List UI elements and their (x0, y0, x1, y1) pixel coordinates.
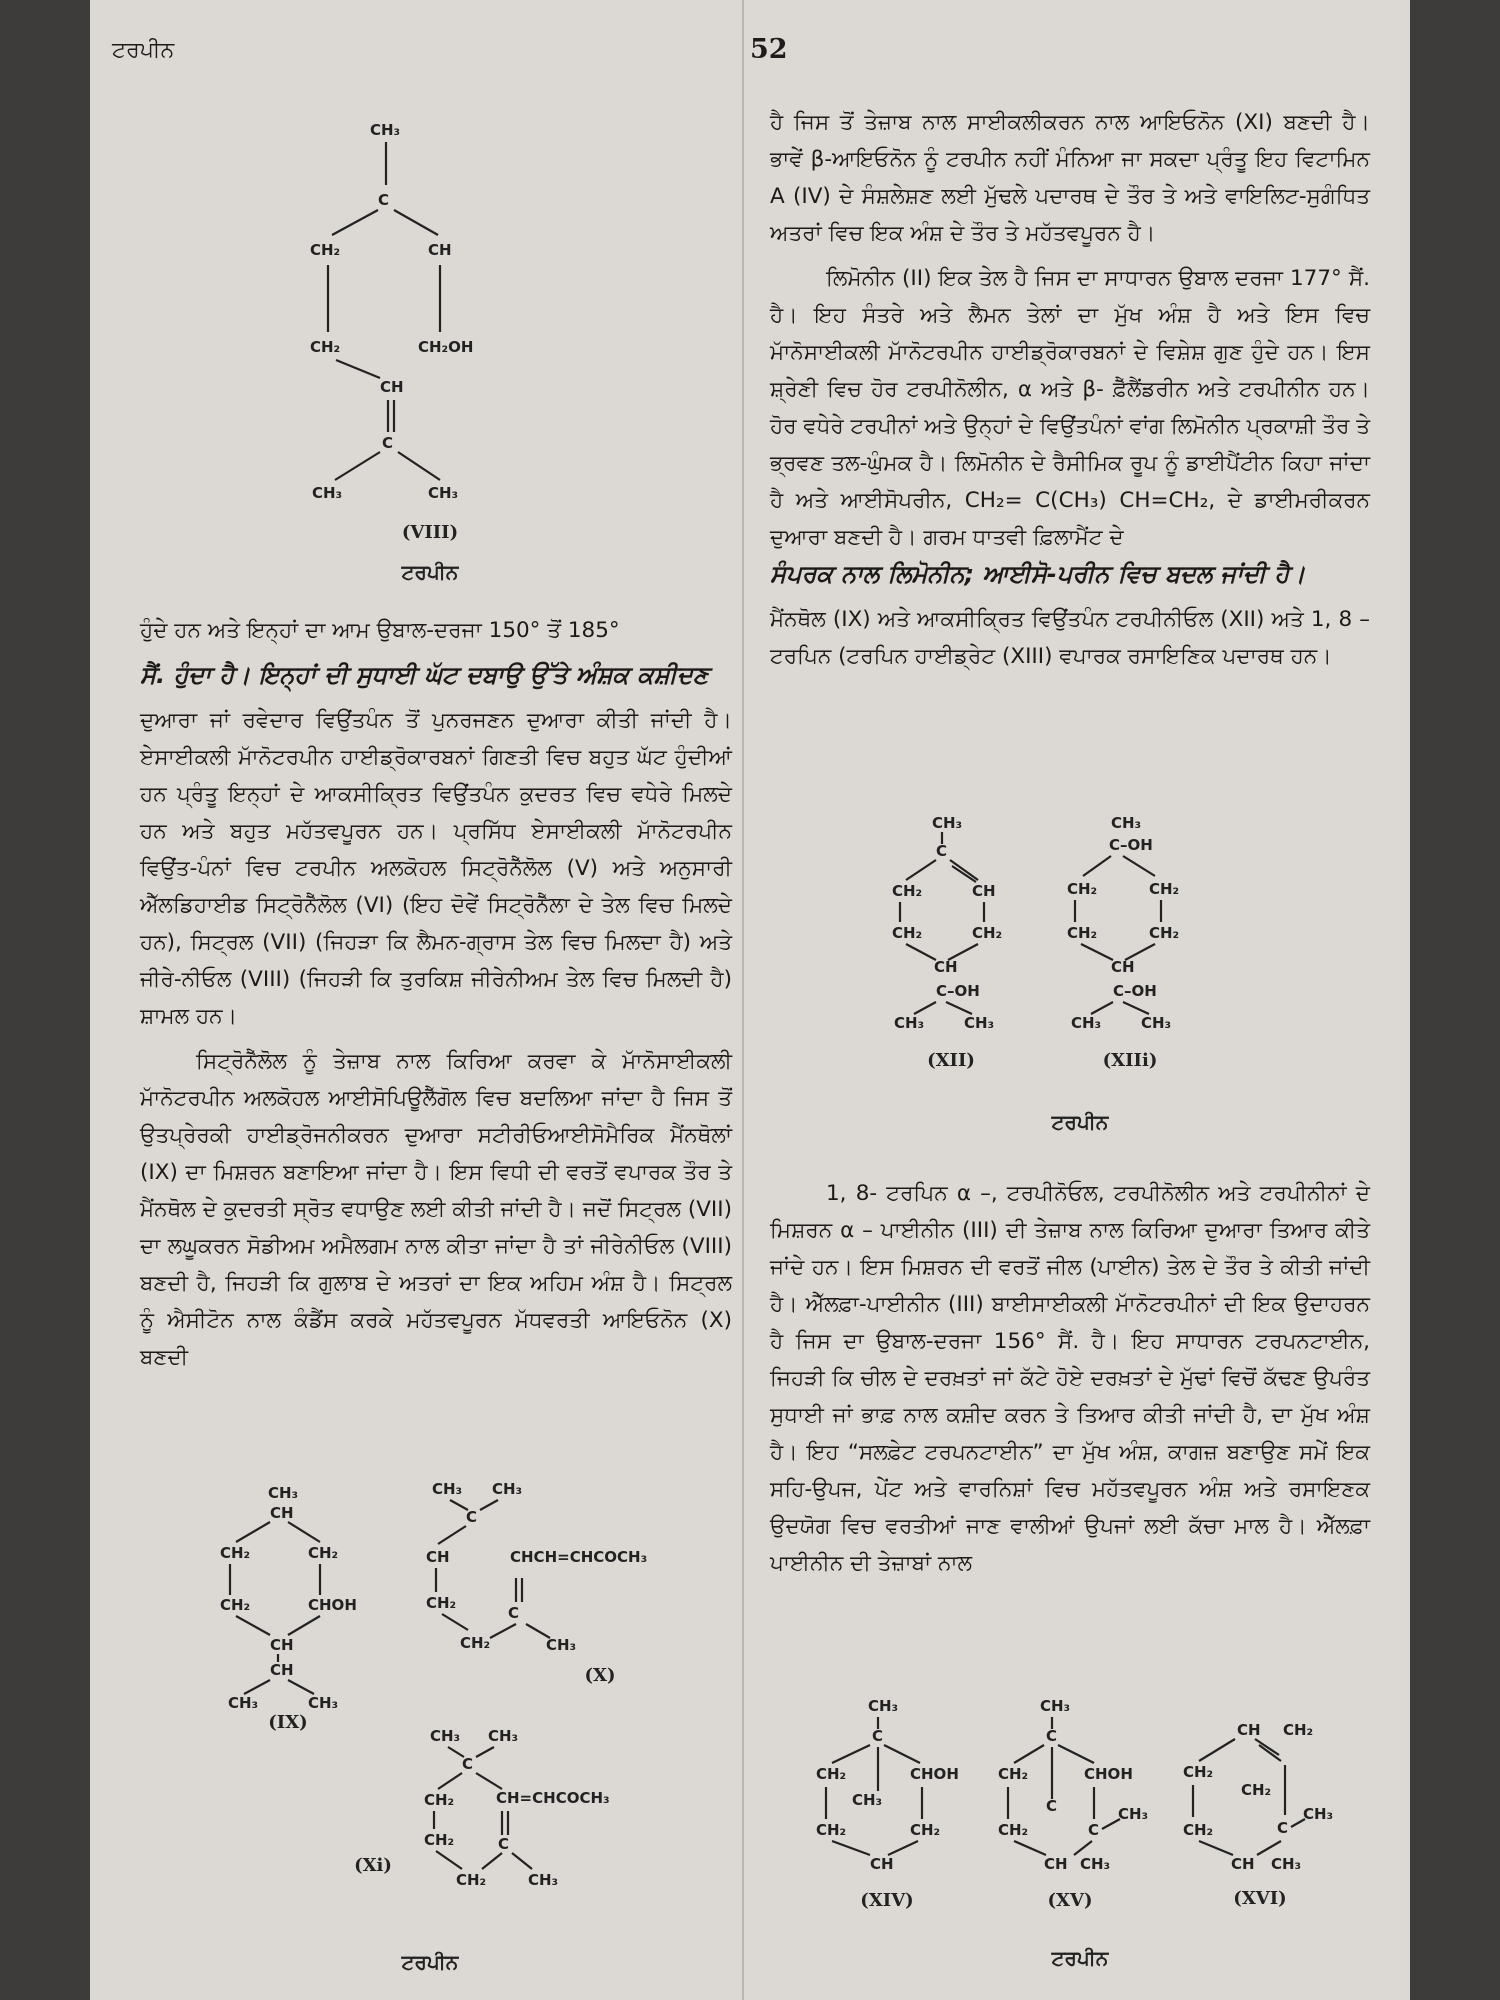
running-head: ਟਰਪੀਨ (112, 38, 175, 63)
atom-label: C (1046, 1727, 1058, 1745)
atom-label: CH (380, 378, 404, 396)
paragraph: ਦੁਆਰਾ ਜਾਂ ਰਵੇਦਾਰ ਵਿਉਂਤਪੰਨ ਤੋਂ ਪੁਨਰਜਣਨ ਦੁਆਰਾ ਕੀਤੀ ਜਾਂਦੀ ਹੈ। ਏਸਾਈਕਲੀ ਮਾੱਨੋਟਰਪੀਨ ਹਾਈਡ੍ਰੋਕਾਰਬਨਾਂ ਗਿਣਤੀ ਵਿਚ ਬਹੁਤ ਘੱਟ ਹੁੰਦੀਆਂ ਹਨ ਪ੍ਰੰਤੂ ਇਨ੍ਹਾਂ ਦੇ ਆਕਸੀਕ੍ਰਿਤ ਵਿਉਂਤਪੰਨ ਕੁਦਰਤ ਵਿਚ ਵਧੇਰੇ ਮਿਲਦੇ ਹਨ ਅਤੇ ਬਹੁਤ ਮਹੱਤਵਪੂਰਨ ਹਨ। ਪ੍ਰਸਿੱਧ ਏਸਾਈਕਲੀ ਮਾੱਨੋਟਰਪੀਨ ਵਿਉਂਤ-ਪੰਨਾਂ ਵਿਚ ਟਰਪੀਨ ਅਲਕੋਹਲ ਸਿਟ੍ਰੋਨੈੱਲੋਲ (V) ਅਤੇ ਅਨੁਸਾਰੀ ਐੱਲਡਿਹਾਈਡ ਸਿਟ੍ਰੋਨੈੱਲੋਲ (VI) (ਇਹ ਦੋਵੇਂ ਸਿਟ੍ਰੋਨੈੱਲਾ ਦੇ ਤੇਲ ਵਿਚ ਮਿਲਦੇ ਹਨ), ਸਿਟ੍ਰਲ (VII) (ਜਿਹੜਾ ਕਿ ਲੈਮਨ-ਗ੍ਰਾਸ ਤੇਲ ਵਿਚ ਮਿਲਦਾ ਹੈ) ਅਤੇ ਜੀਰੇ-ਨੀਓਲ (VIII) (ਜਿਹੜੀ ਕਿ ਤੁਰਕਿਸ਼ ਜੀਰੇਨੀਅਮ ਤੇਲ ਵਿਚ ਮਿਲਦੀ ਹੈ) ਸ਼ਾਮਲ ਹਨ। (140, 708, 732, 1029)
atom-label: CH₂ (424, 1791, 455, 1809)
atom-label: CH (270, 1636, 294, 1654)
atom-label: CH₂ (1183, 1763, 1214, 1781)
atom-label: CH₃ (1111, 814, 1142, 832)
atom-label: CH₂ (460, 1634, 491, 1652)
atom-label: CH₂ (816, 1765, 847, 1783)
atom-label: CH₂ (426, 1594, 457, 1612)
atom-label: CH₃ (308, 1694, 339, 1710)
structure-label-xvi: (XVI) (1233, 1888, 1287, 1909)
atom-label: C (1277, 1819, 1289, 1837)
paragraph-bold: ਸੰਪਰਕ ਨਾਲ ਲਿਮੋਨੀਨ; ਆਈਸੋ-ਪਰੀਨ ਵਿਚ ਬਦਲ ਜਾਂਦੀ ਹੈ। (770, 560, 1306, 588)
atom-label: C (462, 1755, 474, 1773)
structure-label-x: (X) (584, 1665, 616, 1686)
atom-label: C–OH (936, 982, 980, 1000)
atom-label: CH₂ (220, 1596, 251, 1614)
atom-label: CH₃ (428, 484, 459, 502)
figure-caption: ਟਰਪੀਨ (1051, 1110, 1109, 1134)
atom-label: CH₃ (1040, 1697, 1071, 1715)
atom-label: CH₂ (456, 1871, 487, 1889)
atom-label: CH₂ (1067, 880, 1098, 898)
atom-label: CH (1044, 1855, 1068, 1873)
structure-xv (990, 1695, 1160, 1875)
atom-label: CH₃ (430, 1727, 461, 1745)
atom-label: C (1088, 1821, 1100, 1839)
structure-label-xii: (XII) (927, 1050, 975, 1071)
atom-label: CH₃ (528, 1871, 559, 1889)
atom-label: CH₃ (546, 1636, 577, 1654)
atom-label: CH₂ (220, 1544, 251, 1562)
structure-label-xv: (XV) (1047, 1890, 1093, 1911)
atom-label: CH₃ (852, 1791, 883, 1809)
structure-x (420, 1478, 690, 1658)
structure-xiv (802, 1695, 972, 1875)
atom-label: CH (870, 1855, 894, 1873)
atom-label: C (378, 191, 390, 209)
atom-label: CH₂ (1283, 1721, 1314, 1739)
atom-label: CH (1237, 1721, 1261, 1739)
structure-xvi (1175, 1695, 1345, 1875)
paragraph: ਮੈਂਨਥੋਲ (IX) ਅਤੇ ਆਕਸੀਕ੍ਰਿਤ ਵਿਉਂਤਪੰਨ ਟਰਪੀਨੀਓਲ (XII) ਅਤੇ 1, 8 – ਟਰਪਿਨ (ਟਰਪਿਨ ਹਾਈਡ੍ਰੇਟ (XIII) ਵਪਾਰਕ ਰਸਾਇਣਿਕ ਪਦਾਰਥ ਹਨ। (770, 607, 1370, 669)
atom-label: C (498, 1835, 510, 1853)
atom-label: CH₂ (816, 1821, 847, 1839)
atom-label: CH₂ (998, 1821, 1029, 1839)
structure-xii (880, 810, 1030, 1030)
atom-label: CH₃ (312, 484, 343, 502)
atom-label: CH₃ (1303, 1805, 1334, 1823)
atom-label: CH₃ (894, 1014, 925, 1030)
left-column-text (140, 612, 732, 1384)
atom-label: C (872, 1727, 884, 1745)
figure-caption: ਟਰਪੀਨ (401, 1950, 459, 1974)
atom-label: CH₂ (1183, 1821, 1214, 1839)
right-column-text-2 (770, 1175, 1370, 1590)
atom-label: CH₂ (310, 241, 341, 259)
paragraph: ਹੈ ਜਿਸ ਤੋਂ ਤੇਜ਼ਾਬ ਨਾਲ ਸਾਈਕਲੀਕਰਨ ਨਾਲ ਆਇਓਨੋਨ (XI) ਬਣਦੀ ਹੈ। ਭਾਵੇਂ β-ਆਇਓਨੋਨ ਨੂੰ ਟਰਪੀਨ ਨਹੀਂ ਮੰਨਿਆ ਜਾ ਸਕਦਾ ਪ੍ਰੰਤੂ ਇਹ ਵਿਟਾਮਿਨ A (IV) ਦੇ ਸੰਸ਼ਲੇਸ਼ਣ ਲਈ ਮੁੱਢਲੇ ਪਦਾਰਥ ਦੇ ਤੌਰ ਤੇ ਅਤੇ ਵਾਇਲਿਟ-ਸੁਗੰਧਿਤ ਅਤਰਾਂ ਵਿਚ ਇਕ ਅੰਸ਼ ਦੇ ਤੌਰ ਤੇ ਮਹੱਤਵਪੂਰਨ ਹੈ। (770, 110, 1370, 246)
paragraph: ਸਿਟ੍ਰੋਨੈੱਲੋਲ ਨੂੰ ਤੇਜ਼ਾਬ ਨਾਲ ਕਿਰਿਆ ਕਰਵਾ ਕੇ ਮਾੱਨੋਸਾਈਕਲੀ ਮਾੱਨੋਟਰਪੀਨ ਅਲਕੋਹਲ ਆਈਸੋਪਿਊਲੈੱਗੋਲ ਵਿਚ ਬਦਲਿਆ ਜਾਂਦਾ ਹੈ ਜਿਸ ਤੋਂ ਉਤਪ੍ਰੇਰਕੀ ਹਾਈਡ੍ਰੋਜਨੀਕਰਨ ਦੁਆਰਾ ਸਟੀਰੀਓਆਈਸੋਮੈਰਿਕ ਮੈਂਨਥੋਲਾਂ (IX) ਦਾ ਮਿਸ਼ਰਨ ਬਣਾਇਆ ਜਾਂਦਾ ਹੈ। ਇਸ ਵਿਧੀ ਦੀ ਵਰਤੋਂ ਵਪਾਰਕ ਤੌਰ ਤੇ ਮੈਂਨਥੋਲ ਦੇ ਕੁਦਰਤੀ ਸ੍ਰੋਤ ਵਧਾਉਣ ਲਈ ਕੀਤੀ ਜਾਂਦੀ ਹੈ। ਜਦੋਂ ਸਿਟ੍ਰਲ (VII) ਦਾ ਲਘੂਕਰਨ ਸੋਡੀਅਮ ਅਮੈਲਗਮ ਨਾਲ ਕੀਤਾ ਜਾਂਦਾ ਹੈ ਤਾਂ ਜੀਰੇਨੀਓਲ (VIII) ਬਣਦੀ ਹੈ, ਜਿਹੜੀ ਕਿ ਗੁਲਾਬ ਦੇ ਅਤਰਾਂ ਦਾ ਇਕ ਅਹਿਮ ਅੰਸ਼ ਹੈ। ਸਿਟ੍ਰਲ ਨੂੰ ਐਸੀਟੋਨ ਨਾਲ ਕੰਡੈਂਸ ਕਰਕੇ ਮਹੱਤਵਪੂਰਨ ਮੱਧਵਰਤੀ ਆਇਓਨੋਨ (X) ਬਣਦੀ (140, 1049, 732, 1370)
atom-label: CH (972, 882, 996, 900)
atom-label: CH₃ (1080, 1855, 1111, 1873)
structure-label-xiv: (XIV) (860, 1890, 914, 1911)
page-number: 52 (750, 34, 788, 65)
book-page (90, 0, 1410, 2000)
structure-label-xi: (Xi) (354, 1855, 392, 1876)
atom-label: C–OH (1113, 982, 1157, 1000)
atom-label: CH₂ (424, 1831, 455, 1849)
atom-label: C–OH (1109, 836, 1153, 854)
atom-label: CHCH=CHCOCH₃ (510, 1548, 648, 1566)
atom-label: CH (1111, 958, 1135, 976)
atom-label: CH (270, 1504, 294, 1522)
figure-caption: ਟਰਪੀਨ (401, 560, 459, 584)
page-gutter (742, 0, 744, 2000)
atom-label: CH₃ (488, 1727, 519, 1745)
atom-label: CH₃ (932, 814, 963, 832)
atom-label: C (936, 842, 948, 860)
atom-label: CHOH (308, 1596, 357, 1614)
atom-label: CH (934, 958, 958, 976)
atom-label: CH₃ (1118, 1805, 1149, 1823)
atom-label: CH₃ (268, 1484, 299, 1502)
atom-label: CH₂ (1067, 924, 1098, 942)
atom-label: CH₃ (1071, 1014, 1102, 1030)
structure-viii (270, 110, 550, 510)
atom-label: CH₂ (892, 882, 923, 900)
atom-label: CH (270, 1661, 294, 1679)
atom-label: CH (1231, 1855, 1255, 1873)
atom-label: CH₂ (1241, 1781, 1272, 1799)
structure-label-ix: (IX) (268, 1712, 308, 1733)
figure-caption: ਟਰਪੀਨ (1051, 1946, 1109, 1970)
paragraph: ਲਿਮੋਨੀਨ (II) ਇਕ ਤੇਲ ਹੈ ਜਿਸ ਦਾ ਸਾਧਾਰਨ ਉਬਾਲ ਦਰਜਾ 177° ਸੈਂ. ਹੈ। ਇਹ ਸੰਤਰੇ ਅਤੇ ਲੈਮਨ ਤੇਲਾਂ ਦਾ ਮੁੱਖ ਅੰਸ਼ ਹੈ ਅਤੇ ਇਸ ਵਿਚ ਮਾੱਨੋਸਾਈਕਲੀ ਮਾੱਨੋਟਰਪੀਨ ਹਾਈਡ੍ਰੋਕਾਰਬਨਾਂ ਦੇ ਵਿਸ਼ੇਸ਼ ਗੁਣ ਹੁੰਦੇ ਹਨ। ਇਸ ਸ਼੍ਰੇਣੀ ਵਿਚ ਹੋਰ ਟਰਪੀਨੋਲੀਨ, α ਅਤੇ β- ਫ਼ੈੱਲੈਂਡਰੀਨ ਅਤੇ ਟਰਪੀਨੀਨ ਹਨ। ਹੋਰ ਵਧੇਰੇ ਟਰਪੀਨਾਂ ਅਤੇ ਉਨ੍ਹਾਂ ਦੇ ਵਿਉਂਤਪੰਨਾਂ ਵਾਂਗ ਲਿਮੋਨੀਨ ਪ੍ਰਕਾਸ਼ੀ ਤੌਰ ਤੇ ਭ੍ਰਵਣ ਤਲ-ਘੁੰਮਕ ਹੈ। ਲਿਮੋਨੀਨ ਦੇ ਰੈਸੀਮਿਕ ਰੂਪ ਨੂੰ ਡਾਈਪੈਂਟੀਨ ਕਿਹਾ ਜਾਂਦਾ ਹੈ ਅਤੇ ਆਈਸੋਪਰੀਨ, CH₂= C(CH₃) CH=CH₂, ਦੇ ਡਾਈਮਰੀਕਰਨ ਦੁਆਰਾ ਬਣਦੀ ਹੈ। ਗਰਮ ਧਾਤਵੀ ਫ਼ਿਲਾਮੈਂਟ ਦੇ (770, 266, 1370, 550)
paragraph: 1, 8- ਟਰਪਿਨ α –, ਟਰਪੀਨੋਓਲ, ਟਰਪੀਨੋਲੀਨ ਅਤੇ ਟਰਪੀਨੀਨਾਂ ਦੇ ਮਿਸ਼ਰਨ α – ਪਾਈਨੀਨ (III) ਦੀ ਤੇਜ਼ਾਬ ਨਾਲ ਕਿਰਿਆ ਦੁਆਰਾ ਤਿਆਰ ਕੀਤੇ ਜਾਂਦੇ ਹਨ। ਇਸ ਮਿਸ਼ਰਨ ਦੀ ਵਰਤੋਂ ਜੀਲ (ਪਾਈਨ) ਤੇਲ ਦੇ ਤੌਰ ਤੇ ਕੀਤੀ ਜਾਂਦੀ ਹੈ। ਐੱਲਫ਼ਾ-ਪਾਈਨੀਨ (III) ਬਾਈਸਾਈਕਲੀ ਮਾੱਨੋਟਰਪੀਨਾਂ ਦੀ ਇਕ ਉਦਾਹਰਨ ਹੈ ਜਿਸ ਦਾ ਉਬਾਲ-ਦਰਜਾ 156° ਸੈਂ. ਹੈ। ਇਹ ਸਾਧਾਰਨ ਟਰਪਨਟਾਈਨ, ਜਿਹੜੀ ਕਿ ਚੀਲ ਦੇ ਦਰਖ਼ਤਾਂ ਜਾਂ ਕੱਟੇ ਹੋਏ ਦਰਖ਼ਤਾਂ ਦੇ ਮੁੱਢਾਂ ਵਿਚੋਂ ਕੱਢਣ ਉਪਰੰਤ ਸੁਧਾਈ ਜਾਂ ਭਾਫ਼ ਨਾਲ ਕਸ਼ੀਦ ਕਰਨ ਤੇ ਤਿਆਰ ਕੀਤੀ ਜਾਂਦੀ ਹੈ, ਦਾ ਮੁੱਖ ਅੰਸ਼ ਹੈ। ਇਹ “ਸਲਫ਼ੇਟ ਟਰਪਨਟਾਈਨ” ਦਾ ਮੁੱਖ ਅੰਸ਼, ਕਾਗਜ਼ ਬਣਾਉਣ ਸਮੇਂ ਇਕ ਸਹਿ-ਉਪਜ, ਪੇਂਟ ਅਤੇ ਵਾਰਨਿਸ਼ਾਂ ਵਿਚ ਮਹੱਤਵਪੂਰਨ ਅੰਸ਼ ਅਤੇ ਰਸਾਇਣਕ ਉਦਯੋਗ ਵਿਚ ਵਰਤੀਆਂ ਜਾਣ ਵਾਲੀਆਂ ਉਪਜਾਂ ਲਈ ਕੱਚਾ ਮਾਲ ਹੈ। ਐੱਲਫ਼ਾ ਪਾਈਨੀਨ ਦੀ ਤੇਜ਼ਾਬਾਂ ਨਾਲ (770, 1181, 1370, 1576)
atom-label: CHOH (910, 1765, 959, 1783)
paragraph: ਹੁੰਦੇ ਹਨ ਅਤੇ ਇਨ੍ਹਾਂ ਦਾ ਆਮ ਉਬਾਲ-ਦਰਜਾ 150° ਤੋਂ 185° (140, 618, 620, 643)
atom-label: CH₃ (1141, 1014, 1172, 1030)
atom-label: CH₂ (1149, 924, 1180, 942)
atom-label: CH=CHCOCH₃ (496, 1789, 610, 1807)
atom-label: CH₂ (308, 1544, 339, 1562)
structure-label-xiii: (XIIi) (1102, 1050, 1158, 1071)
structure-xi (420, 1725, 700, 1895)
paragraph-bold: ਸੈਂ. ਹੁੰਦਾ ਹੈ। ਇਨ੍ਹਾਂ ਦੀ ਸੁਧਾਈ ਘੱਟ ਦਬਾਉ ਉੱਤੇ ਅੰਸ਼ਕ ਕਸ਼ੀਦਣ (140, 661, 709, 689)
atom-label: CH₃ (964, 1014, 995, 1030)
atom-label: CH₃ (868, 1697, 899, 1715)
structure-xiii (1055, 810, 1205, 1030)
atom-label: CH₂ (998, 1765, 1029, 1783)
atom-label: CH₃ (492, 1480, 523, 1498)
atom-label: CH₂ (972, 924, 1003, 942)
atom-label: CH₃ (370, 121, 401, 139)
atom-label: CH₂ (892, 924, 923, 942)
atom-label: CH (426, 1548, 450, 1566)
atom-label: CH₃ (432, 1480, 463, 1498)
structure-label-viii: (VIII) (401, 522, 459, 543)
atom-label: CH₂ (910, 1821, 941, 1839)
atom-label: CH₃ (1271, 1855, 1302, 1873)
atom-label: C (382, 434, 394, 452)
atom-label: C (466, 1508, 478, 1526)
atom-label: CH₂ (1149, 880, 1180, 898)
atom-label: C (508, 1604, 520, 1622)
atom-label: CHOH (1084, 1765, 1133, 1783)
atom-label: C (1046, 1797, 1058, 1815)
atom-label: CH₂OH (418, 338, 474, 356)
atom-label: CH (428, 241, 452, 259)
right-column-text (770, 104, 1370, 683)
atom-label: CH₂ (310, 338, 341, 356)
atom-label: CH₃ (228, 1694, 259, 1710)
structure-ix (208, 1480, 368, 1710)
